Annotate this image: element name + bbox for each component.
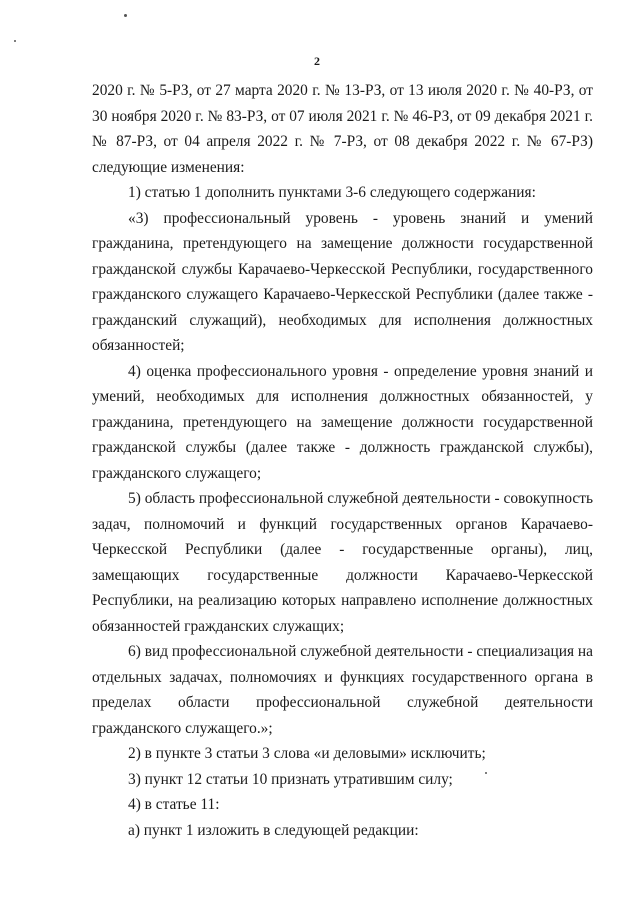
document-body — [92, 78, 593, 843]
scan-speck — [124, 14, 127, 17]
paragraph-subitem-a: а) пункт 1 изложить в следующей редакции: — [128, 821, 419, 839]
paragraph-item-1: 1) статью 1 дополнить пунктами 3-6 следующего содержания: — [128, 184, 536, 201]
paragraph-item-3: 3) пункт 12 статьи 10 признать утратившим силу; — [128, 770, 453, 788]
paragraph-point-4: 4) оценка профессионального уровня - определение уровня знаний и умений, необходимых для исполнения должностных обязанностей, у гражданина, претендующего на замещение должности государственной гражданской службы (далее также - должность гражданской службы), гражданского служащего; — [92, 362, 593, 482]
paragraph-item-4: 4) в статье 11: — [128, 796, 220, 813]
paragraph-item-2: 2) в пункте 3 статьи 3 слова «и деловыми» исключить; — [128, 745, 486, 762]
page-number: 2 — [314, 54, 320, 68]
paragraph-point-5: 5) область профессиональной служебной деятельности - совокупность задач, полномочий и функций государственных органов Карачаево-Черкесской Республики (далее - государственные органы), лиц, замещающих государственные должности Карачаево-Черкесской Республики, на реализацию которых направлено исполнение должностных обязанностей гражданских служащих; — [92, 490, 593, 635]
paragraph-point-6: 6) вид профессиональной служебной деятельности - специализация на отдельных задачах, полномочиях и функциях государственного органа в пределах области профессиональной служебной деятельности гражданского служащего.»; — [92, 643, 593, 737]
paragraph-point-3: «3) профессиональный уровень - уровень знаний и умений гражданина, претендующего на замещение должности государственной гражданской службы Карачаево-Черкесской Республики, государственного гражданского служащего Карачаево-Черкесской Республики (далее также - гражданский служащий), необходимых для исполнения должностных обязанностей; — [92, 209, 593, 354]
scan-speck — [485, 772, 487, 774]
paragraph-amendments-intro: 2020 г. № 5-РЗ, от 27 марта 2020 г. № 13-РЗ, от 13 июля 2020 г. № 40-РЗ, от 30 ноября 2020 г. № 83-РЗ, от 07 июля 2021 г. № 46-РЗ, от 09 декабря 2021 г. № 87-РЗ, от 04 апреля 2022 г. № 7-РЗ, от 08 декабря 2022 г. № 67-РЗ) следующие изменения: — [92, 82, 593, 176]
scan-speck — [14, 40, 16, 42]
